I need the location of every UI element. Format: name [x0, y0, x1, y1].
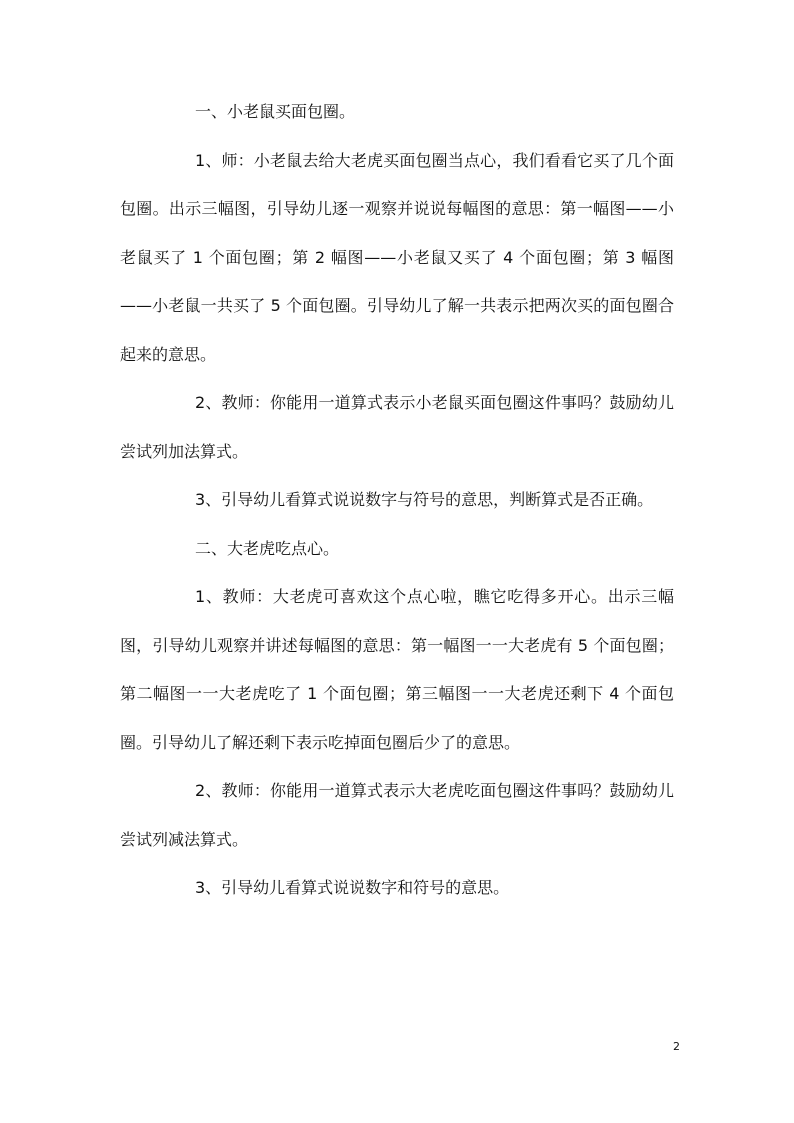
paragraph-1-3: 3、引导幼儿看算式说说数字与符号的意思，判断算式是否正确。 [195, 490, 654, 509]
section-heading-1: 一、小老鼠买面包圈。 [195, 102, 356, 121]
section-heading-2: 二、大老虎吃点心。 [195, 538, 340, 558]
paragraph-2-1: 1、教师：大老虎可喜欢这个点心啦，瞧它吃得多开心。出示三幅图，引导幼儿观察并讲述每幅图的意思：第一幅图一一大老虎有 5 个面包圈；第二幅图一一大老虎吃了 1 个面包圈；第三幅图一一大老虎还剩下 4 个面包圈。引导幼儿了解还剩下表示吃掉面包圈后少了的意思。 [120, 587, 674, 752]
paragraph-1-1: 1、师：小老鼠去给大老虎买面包圈当点心，我们看看它买了几个面包圈。出示三幅图，引导幼儿逐一观察并说说每幅图的意思：第一幅图——小老鼠买了 1 个面包圈；第 2 幅图——小老鼠又买了 4 个面包圈；第 3 幅图——小老鼠一共买了 5 个面包圈。引导幼儿了解一共表示把两次买的面包圈合起来的意思。 [120, 150, 674, 364]
page-number: 2 [673, 1040, 680, 1053]
paragraph-1-2: 2、教师：你能用一道算式表示小老鼠买面包圈这件事吗？鼓励幼儿尝试列加法算式。 [120, 393, 674, 461]
document-body [120, 88, 674, 913]
paragraph-2-3: 3、引导幼儿看算式说说数字和符号的意思。 [195, 878, 510, 897]
paragraph-2-2: 2、教师：你能用一道算式表示大老虎吃面包圈这件事吗？鼓励幼儿尝试列减法算式。 [120, 781, 674, 849]
